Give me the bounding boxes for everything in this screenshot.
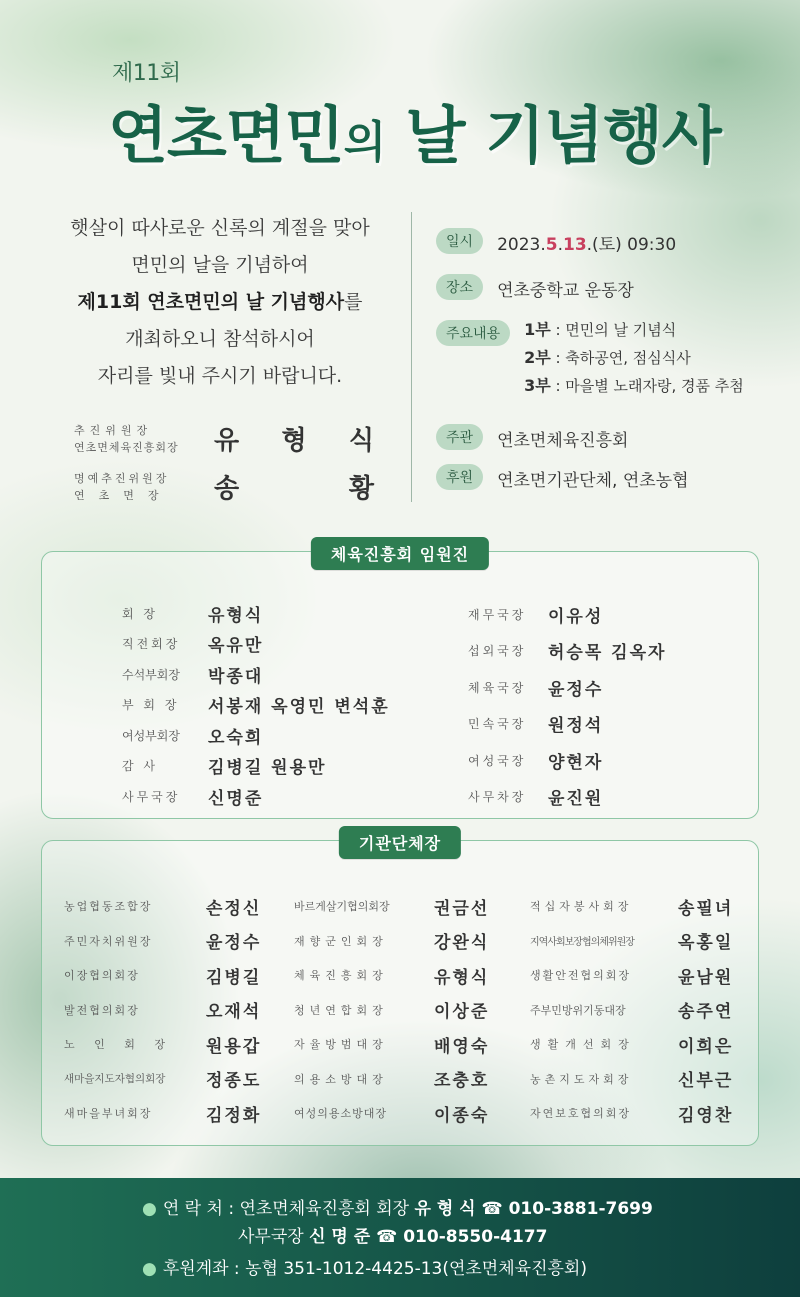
secretary-row: 사무국장 신 명 준 ☎ 010-8550-4177: [238, 1227, 548, 1247]
officers-right-column: [468, 596, 666, 815]
info-program: [436, 320, 744, 400]
institution-row: 바르게살기협의회장 권금선: [294, 898, 490, 919]
officers-title: 체육진흥회 임원진: [311, 537, 489, 570]
institution-row: 노 인 회 장 원용갑: [64, 1036, 262, 1057]
officer-row: 사무차장 윤진원: [468, 789, 604, 810]
program-list: [524, 316, 744, 400]
host-label: 주관: [436, 424, 483, 450]
institution-row: 발전협의회장 오재석: [64, 1002, 262, 1023]
title-part3: 날 기념행사: [385, 99, 721, 172]
officer-row: 여성국장 양현자: [468, 752, 604, 773]
signature-chair: [74, 420, 384, 457]
contact-name: 유 형 식: [414, 1199, 476, 1219]
signature-honorary-chair: [74, 468, 384, 505]
officer-row: 체육국장 윤정수: [468, 679, 604, 700]
account-row: ● 후원계좌 : 농협 351-1012-4425-13(연초면체육진흥회): [142, 1259, 587, 1279]
invitation-highlight: 제11회 연초면민의 날 기념행사: [77, 291, 345, 313]
institution-row: 농촌지도자회장 신부근: [530, 1071, 734, 1092]
place-label: 장소: [436, 274, 483, 300]
invitation-line: 개최하오니 참석하시어: [125, 328, 315, 350]
signature-name: 송 황: [214, 474, 374, 504]
institution-row: 청년연합회장 이상준: [294, 1002, 490, 1023]
invitation-line: 제11회 연초면민의 날 기념행사를: [77, 291, 363, 313]
program-item: 1부 : 면민의 날 기념식: [524, 320, 677, 339]
session-number: 제11회: [112, 61, 181, 86]
officer-row: 사무국장 신명준: [122, 788, 264, 809]
institution-row: 지역사회보장협의체위원장 옥홍일: [530, 933, 734, 954]
institution-row: 주부민방위기동대장 송주연: [530, 1002, 734, 1023]
officer-row: 직전회장 옥유만: [122, 636, 264, 657]
institution-row: 새마을부녀회장 김정화: [64, 1105, 262, 1126]
sponsor-value: 연초면기관단체, 연초농협: [497, 471, 689, 491]
officers-box: [41, 545, 759, 819]
place-value: 연초중학교 운동장: [497, 281, 634, 301]
officer-row: 감 사 김병길 원용만: [122, 758, 327, 779]
host-value: 연초면체육진흥회: [497, 431, 629, 451]
officer-row: 회 장 유형식: [122, 605, 264, 626]
bullet-icon: ●: [142, 1259, 157, 1279]
institution-row: 재향군인회장 강완식: [294, 933, 490, 954]
contact-row: ● 연 락 처 : 연초면체육진흥회 회장 유 형 식 ☎ 010-3881-7699: [142, 1199, 653, 1219]
signature-roles: 명예추진위원장 연초면장: [74, 471, 173, 502]
institution-row: 여성의용소방대장 이종숙: [294, 1105, 490, 1126]
invitation-line: 면민의 날을 기념하여: [131, 254, 309, 276]
invitation-line: 햇살이 따사로운 신록의 계절을 맞아: [70, 217, 370, 239]
program-item: 2부 : 축하공연, 점심식사: [524, 348, 691, 367]
institution-row: 주민자치위원장 윤정수: [64, 933, 262, 954]
institution-row: 적십자봉사회장 송필녀: [530, 898, 734, 919]
institution-row: 체육진흥회장 유형식: [294, 967, 490, 988]
institution-row: 이장협의회장 김병길: [64, 967, 262, 988]
institutions-column-3: [530, 889, 733, 1131]
institution-row: 농업협동조합장 손정신: [64, 898, 262, 919]
institution-row: 의용소방대장 조충호: [294, 1071, 490, 1092]
info-date: [436, 228, 676, 255]
info-sponsor: [436, 464, 689, 491]
invitation-text: [40, 210, 400, 395]
signature-name: 유 형 식: [214, 426, 374, 456]
institution-row: 자율방범대장 배영숙: [294, 1036, 490, 1057]
officer-row: 수석부회장 박종대: [122, 666, 264, 687]
title-part2: 의: [343, 117, 386, 168]
officer-row: 재무국장 이유성: [468, 606, 604, 627]
date-value: 2023.5.13.(토) 09:30: [497, 235, 677, 255]
sponsor-label: 후원: [436, 464, 483, 490]
institutions-title: 기관단체장: [339, 826, 461, 859]
institutions-box: [41, 834, 759, 1146]
invitation-line: 자리를 빛내 주시기 바랍니다.: [97, 365, 343, 387]
officer-row: 섭외국장 허승목 김옥자: [468, 643, 667, 664]
officer-row: 여성부회장 오숙희: [122, 727, 264, 748]
institutions-column-2: [294, 889, 489, 1131]
info-host: [436, 424, 628, 451]
divider: [411, 212, 412, 502]
contact-footer: [0, 1178, 800, 1297]
program-item: 3부 : 마을별 노래자랑, 경품 추첨: [524, 376, 744, 395]
title-part1: 연초면민: [108, 99, 344, 172]
institution-row: 자연보호협의회장 김영찬: [530, 1105, 734, 1126]
secretary-name: 신 명 준: [309, 1227, 371, 1247]
institution-row: 새마을지도자협의회장 정종도: [64, 1071, 262, 1092]
page-title: [108, 86, 721, 175]
date-label: 일시: [436, 228, 483, 254]
institution-row: 생활개선회장 이희은: [530, 1036, 734, 1057]
secretary-phone: ☎ 010-8550-4177: [370, 1227, 548, 1247]
signature-roles: 추진위원장 연초면체육진흥회장: [74, 423, 179, 454]
account-value: 농협 351-1012-4425-13(연초면체육진흥회): [245, 1259, 587, 1279]
info-place: [436, 274, 634, 301]
officer-row: 민속국장 원정석: [468, 716, 604, 737]
contact-phone: ☎ 010-3881-7699: [475, 1199, 653, 1219]
program-label: 주요내용: [436, 320, 510, 346]
institution-row: 생활안전협의회장 윤남원: [530, 967, 734, 988]
officer-row: 부 회 장 서봉재 옥영민 변석훈: [122, 697, 390, 718]
institutions-column-1: [64, 889, 261, 1131]
bullet-icon: ●: [142, 1199, 157, 1219]
officers-left-column: [122, 598, 390, 812]
